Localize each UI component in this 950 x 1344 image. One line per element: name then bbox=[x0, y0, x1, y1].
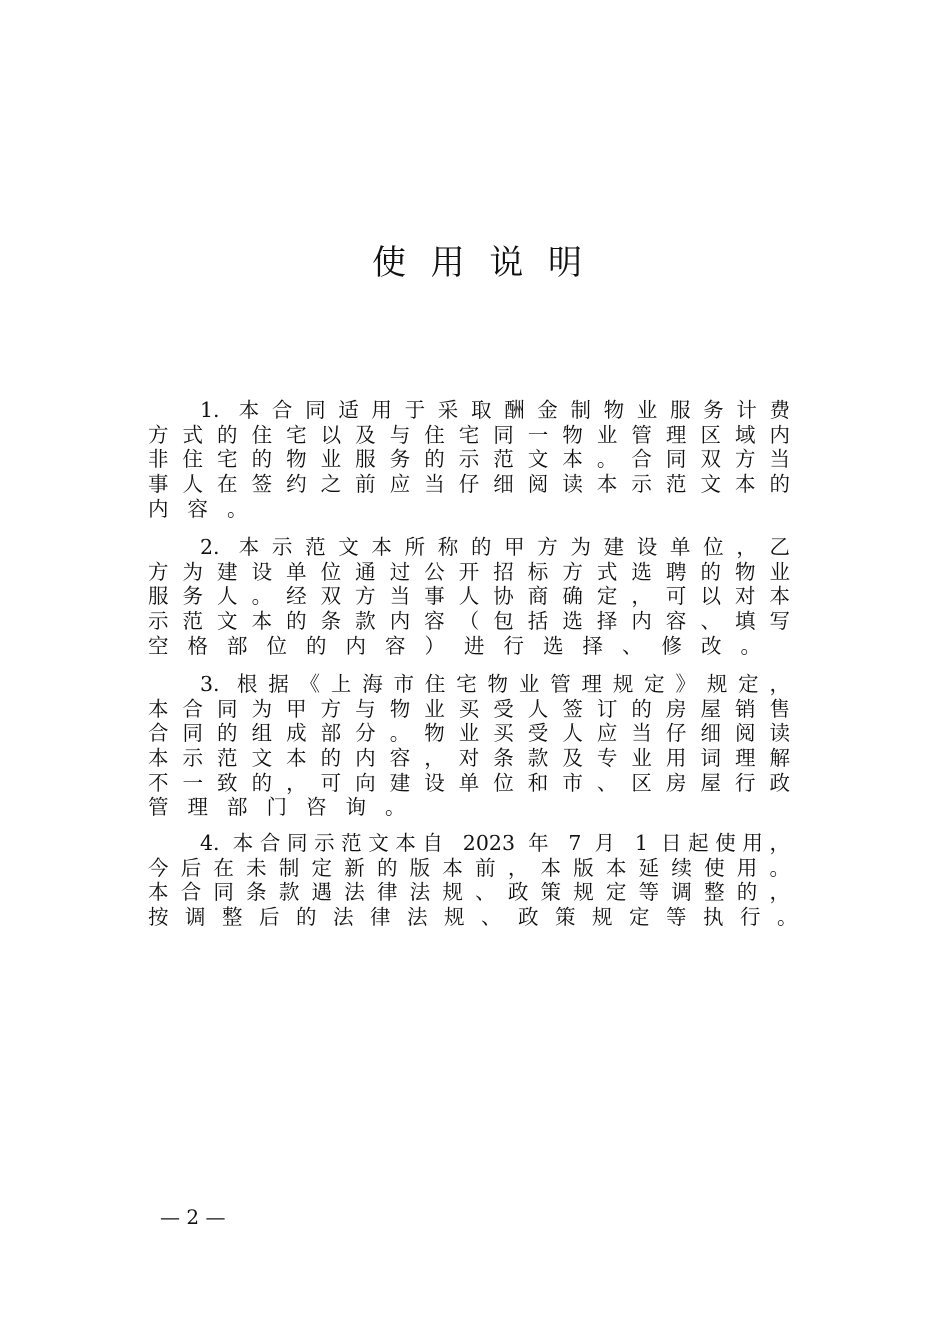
text-line: 2. 本示范文本所称的甲方为建设单位，乙 bbox=[200, 535, 790, 559]
paragraph-2 bbox=[148, 535, 790, 658]
text-line: 合同的组成部分。物业买受人应当仔细阅读 bbox=[148, 721, 790, 746]
text-line: 不一致的，可向建设单位和市、区房屋行政 bbox=[148, 770, 790, 795]
text-line: 1. 本合同适用于采取酬金制物业服务计费 bbox=[200, 398, 790, 422]
paragraph-4 bbox=[148, 831, 814, 930]
text-line: 按调整后的法律法规、政策规定等执行。 bbox=[148, 905, 814, 930]
text-line: 内容。 bbox=[148, 496, 267, 521]
text-line: 服务人。经双方当事人协商确定，可以对本 bbox=[148, 584, 790, 609]
text-line: 事人在签约之前应当仔细阅读本示范文本的 bbox=[148, 472, 790, 497]
page-title: 使用说明 bbox=[372, 243, 582, 283]
text-line: 本合同条款遇法律法规、政策规定等调整的， bbox=[148, 880, 790, 905]
text-line: 空格部位的内容）进行选择、修改。 bbox=[148, 633, 780, 658]
text-line: 本合同为甲方与物业买受人签订的房屋销售 bbox=[148, 696, 790, 721]
paragraph-3 bbox=[148, 672, 790, 820]
text-line: 3. 根据《上海市住宅物业管理规定》规定， bbox=[200, 672, 790, 696]
text-line: 4. 本合同示范文本自 2023 年 7 月 1 日起使用， bbox=[200, 831, 790, 855]
text-line: 方式的住宅以及与住宅同一物业管理区域内 bbox=[148, 422, 790, 447]
page-number: — 2 — bbox=[160, 1205, 226, 1229]
text-line: 方为建设单位通过公开招标方式选聘的物业 bbox=[148, 559, 790, 584]
text-line: 管理部门咨询。 bbox=[148, 795, 425, 820]
paragraph-1 bbox=[148, 398, 790, 521]
text-line: 本示范文本的内容，对条款及专业用词理解 bbox=[148, 746, 790, 771]
text-line: 非住宅的物业服务的示范文本。合同双方当 bbox=[148, 447, 790, 472]
text-line: 示范文本的条款内容（包括选择内容、填写 bbox=[148, 609, 790, 634]
text-line: 今后在未制定新的版本前，本版本延续使用。 bbox=[148, 855, 790, 880]
